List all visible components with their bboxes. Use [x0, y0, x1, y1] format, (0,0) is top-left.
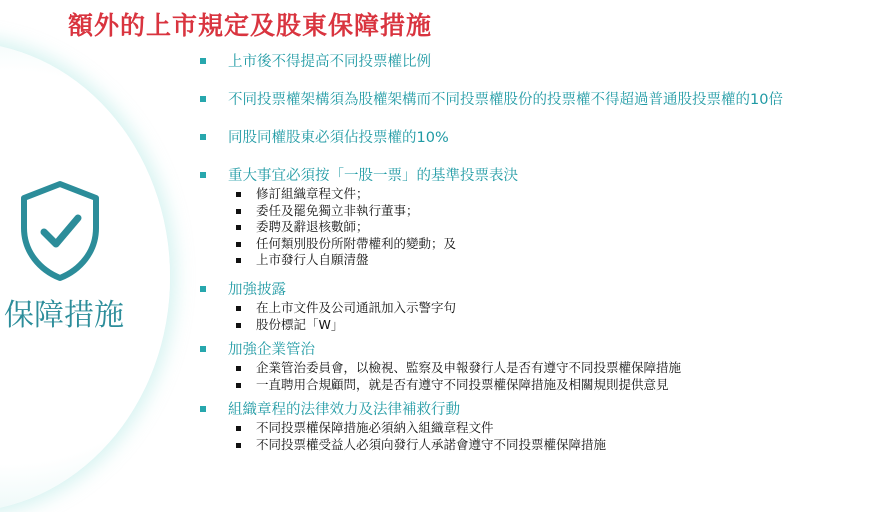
sub-item — [200, 377, 681, 394]
list-item — [200, 52, 431, 72]
sub-item-text: 委任及罷免獨立非執行董事； — [256, 202, 419, 218]
item-heading — [200, 52, 431, 72]
sub-item — [200, 252, 518, 269]
square-bullet-icon — [236, 366, 241, 371]
item-heading-text: 加強企業管治 — [228, 342, 315, 358]
badge-label: 保障措施 — [4, 298, 124, 333]
sub-item — [200, 203, 518, 220]
item-heading — [200, 340, 681, 360]
square-bullet-icon — [236, 258, 241, 263]
item-heading — [200, 128, 449, 148]
sub-item — [200, 236, 518, 253]
sub-item — [200, 300, 456, 317]
square-bullet-icon — [200, 134, 206, 140]
sub-item — [200, 420, 606, 437]
square-bullet-icon — [200, 346, 206, 352]
item-heading-text: 重大事宜必須按「一股一票」的基準投票表決 — [228, 168, 518, 184]
item-heading — [200, 166, 518, 186]
sub-item-text: 委聘及辭退核數師； — [256, 219, 369, 234]
square-bullet-icon — [236, 383, 241, 388]
item-heading-text: 組織章程的法律效力及法律補救行動 — [228, 402, 460, 418]
sub-item-text: 不同投票權保障措施必須納入組織章程文件 — [256, 420, 494, 435]
square-bullet-icon — [236, 323, 241, 328]
list-item — [200, 90, 783, 110]
page-title: 額外的上市規定及股東保障措施 — [68, 11, 433, 40]
item-heading — [200, 90, 783, 110]
sub-item — [200, 317, 456, 334]
sub-item — [200, 186, 518, 203]
square-bullet-icon — [236, 242, 241, 247]
sub-item-text: 股份標記「W」 — [256, 316, 344, 332]
square-bullet-icon — [236, 192, 241, 197]
sub-item — [200, 219, 518, 236]
sub-item-text: 企業管治委員會，以檢視、監察及申報發行人是否有遵守不同投票權保障措施 — [256, 360, 682, 375]
list-item — [200, 166, 518, 269]
sub-item-text: 上市發行人自願清盤 — [256, 252, 369, 267]
square-bullet-icon — [236, 209, 241, 214]
square-bullet-icon — [236, 225, 241, 230]
list-item — [200, 128, 449, 148]
sub-item-text: 任何類別股份所附帶權利的變動；及 — [256, 235, 457, 251]
sub-item — [200, 437, 606, 454]
item-heading-text: 同股同權股東必須佔投票權的10% — [228, 130, 449, 146]
item-heading-text: 上市後不得提高不同投票權比例 — [228, 54, 431, 70]
square-bullet-icon — [236, 443, 241, 448]
sub-item-text: 一直聘用合規顧問，就是否有遵守不同投票權保障措施及相關規則提供意見 — [256, 376, 669, 392]
item-heading — [200, 280, 456, 300]
sub-item-text: 修訂組織章程文件； — [256, 186, 369, 201]
sub-item-text: 不同投票權受益人必須向發行人承諾會遵守不同投票權保障措施 — [256, 436, 607, 452]
list-item — [200, 340, 681, 393]
list-item — [200, 280, 456, 333]
square-bullet-icon — [200, 96, 206, 102]
item-heading-text: 不同投票權架構須為股權架構而不同投票權股份的投票權不得超過普通股投票權的10倍 — [228, 92, 783, 108]
square-bullet-icon — [200, 172, 206, 178]
square-bullet-icon — [200, 286, 206, 292]
item-heading — [200, 400, 606, 420]
list-item — [200, 400, 606, 453]
sub-item — [200, 360, 681, 377]
item-heading-text: 加強披露 — [228, 282, 286, 298]
square-bullet-icon — [236, 426, 241, 431]
square-bullet-icon — [200, 58, 206, 64]
square-bullet-icon — [200, 406, 206, 412]
shield-check-icon — [18, 180, 102, 282]
square-bullet-icon — [236, 306, 241, 311]
sub-item-text: 在上市文件及公司通訊加入示警字句 — [256, 300, 457, 315]
